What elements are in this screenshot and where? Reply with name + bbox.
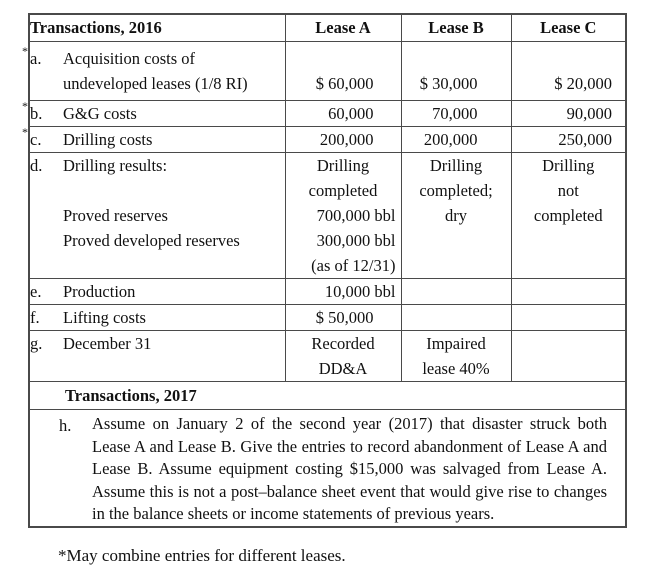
cell-b-lease-b xyxy=(401,101,511,127)
row-label-cell-c xyxy=(22,125,285,153)
cell-line: 90,000 xyxy=(566,104,612,123)
row-label xyxy=(30,153,285,278)
cell-c-lease-a xyxy=(285,127,401,153)
row-marker: * c. xyxy=(22,125,42,149)
cell-a-lease-a xyxy=(285,42,401,101)
cell-g-lease-a xyxy=(285,331,401,382)
label-line: December 31 xyxy=(63,334,152,353)
cell-f-lease-b xyxy=(401,305,511,331)
cell-g-lease-c xyxy=(511,331,626,382)
cell-line: Drilling xyxy=(429,156,483,175)
cell-line: $ 30,000 xyxy=(419,74,478,93)
row-label-lines xyxy=(63,127,285,152)
item-h-text: Assume on January 2 of the second year (2017) that disaster struck both Lease A and Lease B. Give the entries to record abandonment of Lease A and Lease B. Assume equipment costing $15,000 was salvaged from Lease A. Assume this is not a post–balance sheet event that would give rise to changes in the balance sheets or income statements of previous years. xyxy=(92,414,607,523)
label-line: Proved developed reserves xyxy=(63,231,240,250)
cell-line: 250,000 xyxy=(558,130,612,149)
label-line xyxy=(63,253,281,278)
row-label xyxy=(22,99,285,126)
header-row xyxy=(29,14,626,42)
cell-line: 200,000 xyxy=(319,130,374,149)
row-label-cell-g xyxy=(29,331,285,382)
cell-line: 300,000 bbl xyxy=(316,231,396,250)
row-label-cell-a xyxy=(22,42,285,101)
cell-line: Impaired xyxy=(426,334,486,353)
cell-line: DD&A xyxy=(318,359,368,378)
item-h xyxy=(59,413,607,526)
row-label-lines xyxy=(63,101,285,126)
row-marker: f. xyxy=(30,308,40,327)
label-line: Production xyxy=(63,282,136,301)
cell-line: dry xyxy=(445,206,467,225)
cell-b-lease-a xyxy=(285,101,401,127)
star-marker: * xyxy=(22,99,28,113)
cell-b-lease-c xyxy=(511,101,626,127)
table-row-g xyxy=(29,331,626,382)
cell-a-lease-b xyxy=(401,42,511,101)
header-cell-transactions-2016: Transactions, 2016 xyxy=(29,14,285,42)
header-cell-lease-c: Lease C xyxy=(511,14,626,42)
row-marker: d. xyxy=(30,156,43,175)
cell-e-lease-b xyxy=(401,279,511,305)
cell-d-lease-b xyxy=(401,153,511,279)
table-row-e xyxy=(29,279,626,305)
cell-line: $ 60,000 xyxy=(315,74,374,93)
row-label-lines xyxy=(63,279,285,304)
transactions-table xyxy=(22,13,627,528)
cell-c-lease-c xyxy=(511,127,626,153)
item-h-row xyxy=(29,410,626,527)
cell-line: completed xyxy=(308,181,378,200)
cell-g-lease-b xyxy=(401,331,511,382)
cell-f-lease-c xyxy=(511,305,626,331)
cell-line: lease 40% xyxy=(422,359,490,378)
table-row-b xyxy=(29,101,626,127)
table-row-f xyxy=(29,305,626,331)
section-header-row-2017 xyxy=(29,382,626,410)
label-line: Proved reserves xyxy=(63,206,168,225)
cell-line: $ 20,000 xyxy=(554,74,612,93)
row-marker: e. xyxy=(30,282,42,301)
row-label-lines xyxy=(63,46,285,96)
cell-d-lease-a xyxy=(285,153,401,279)
label-line: G&G costs xyxy=(63,104,137,123)
row-label xyxy=(30,279,285,304)
row-label-lines xyxy=(63,153,285,278)
row-marker: * a. xyxy=(22,44,42,68)
cell-line: 200,000 xyxy=(423,130,478,149)
header-cell-lease-b: Lease B xyxy=(401,14,511,42)
cell-line: Drilling xyxy=(542,156,595,175)
cell-line: 60,000 xyxy=(328,104,374,123)
label-line: Acquisition costs of xyxy=(63,49,195,68)
footnote-text: *May combine entries for different leases. xyxy=(58,545,346,565)
row-label-lines xyxy=(63,305,285,330)
item-h-cell xyxy=(29,410,626,527)
cell-line: 70,000 xyxy=(432,104,478,123)
row-label-lines xyxy=(63,331,285,356)
row-marker: h. xyxy=(59,416,72,435)
row-label xyxy=(22,44,285,96)
row-label xyxy=(22,125,285,152)
cell-line: 700,000 bbl xyxy=(316,206,396,225)
cell-e-lease-c xyxy=(511,279,626,305)
label-line: Drilling results: xyxy=(63,156,168,175)
row-label-cell-d xyxy=(29,153,285,279)
header-cell-lease-a: Lease A xyxy=(285,14,401,42)
cell-line: completed xyxy=(533,206,603,225)
row-marker: * b. xyxy=(22,99,43,123)
row-label-cell-f xyxy=(29,305,285,331)
label-line xyxy=(63,178,281,203)
table-row-d xyxy=(29,153,626,279)
cell-line: completed; xyxy=(419,181,493,200)
row-label-cell-b xyxy=(22,99,285,127)
cell-d-lease-c xyxy=(511,153,626,279)
cell-line: (as of 12/31) xyxy=(311,256,396,275)
label-line: undeveloped leases (1/8 RI) xyxy=(63,74,248,93)
row-label-cell-e xyxy=(29,279,285,305)
cell-f-lease-a xyxy=(285,305,401,331)
cell-line: 10,000 bbl xyxy=(324,282,396,301)
cell-line: Recorded xyxy=(311,334,375,353)
label-line: Drilling costs xyxy=(63,130,153,149)
row-label xyxy=(30,305,285,330)
cell-a-lease-c xyxy=(511,42,626,101)
cell-e-lease-a xyxy=(285,279,401,305)
star-marker: * xyxy=(22,125,28,139)
row-marker: g. xyxy=(30,334,43,353)
star-marker: * xyxy=(22,44,28,58)
cell-c-lease-b xyxy=(401,127,511,153)
table-row-a xyxy=(29,42,626,101)
cell-line: not xyxy=(557,181,579,200)
label-line: Lifting costs xyxy=(63,308,146,327)
section-header-2017: Transactions, 2017 xyxy=(29,382,626,410)
cell-line: Drilling xyxy=(316,156,370,175)
cell-line: $ 50,000 xyxy=(315,308,374,327)
table-row-c xyxy=(29,127,626,153)
row-label xyxy=(30,331,285,356)
